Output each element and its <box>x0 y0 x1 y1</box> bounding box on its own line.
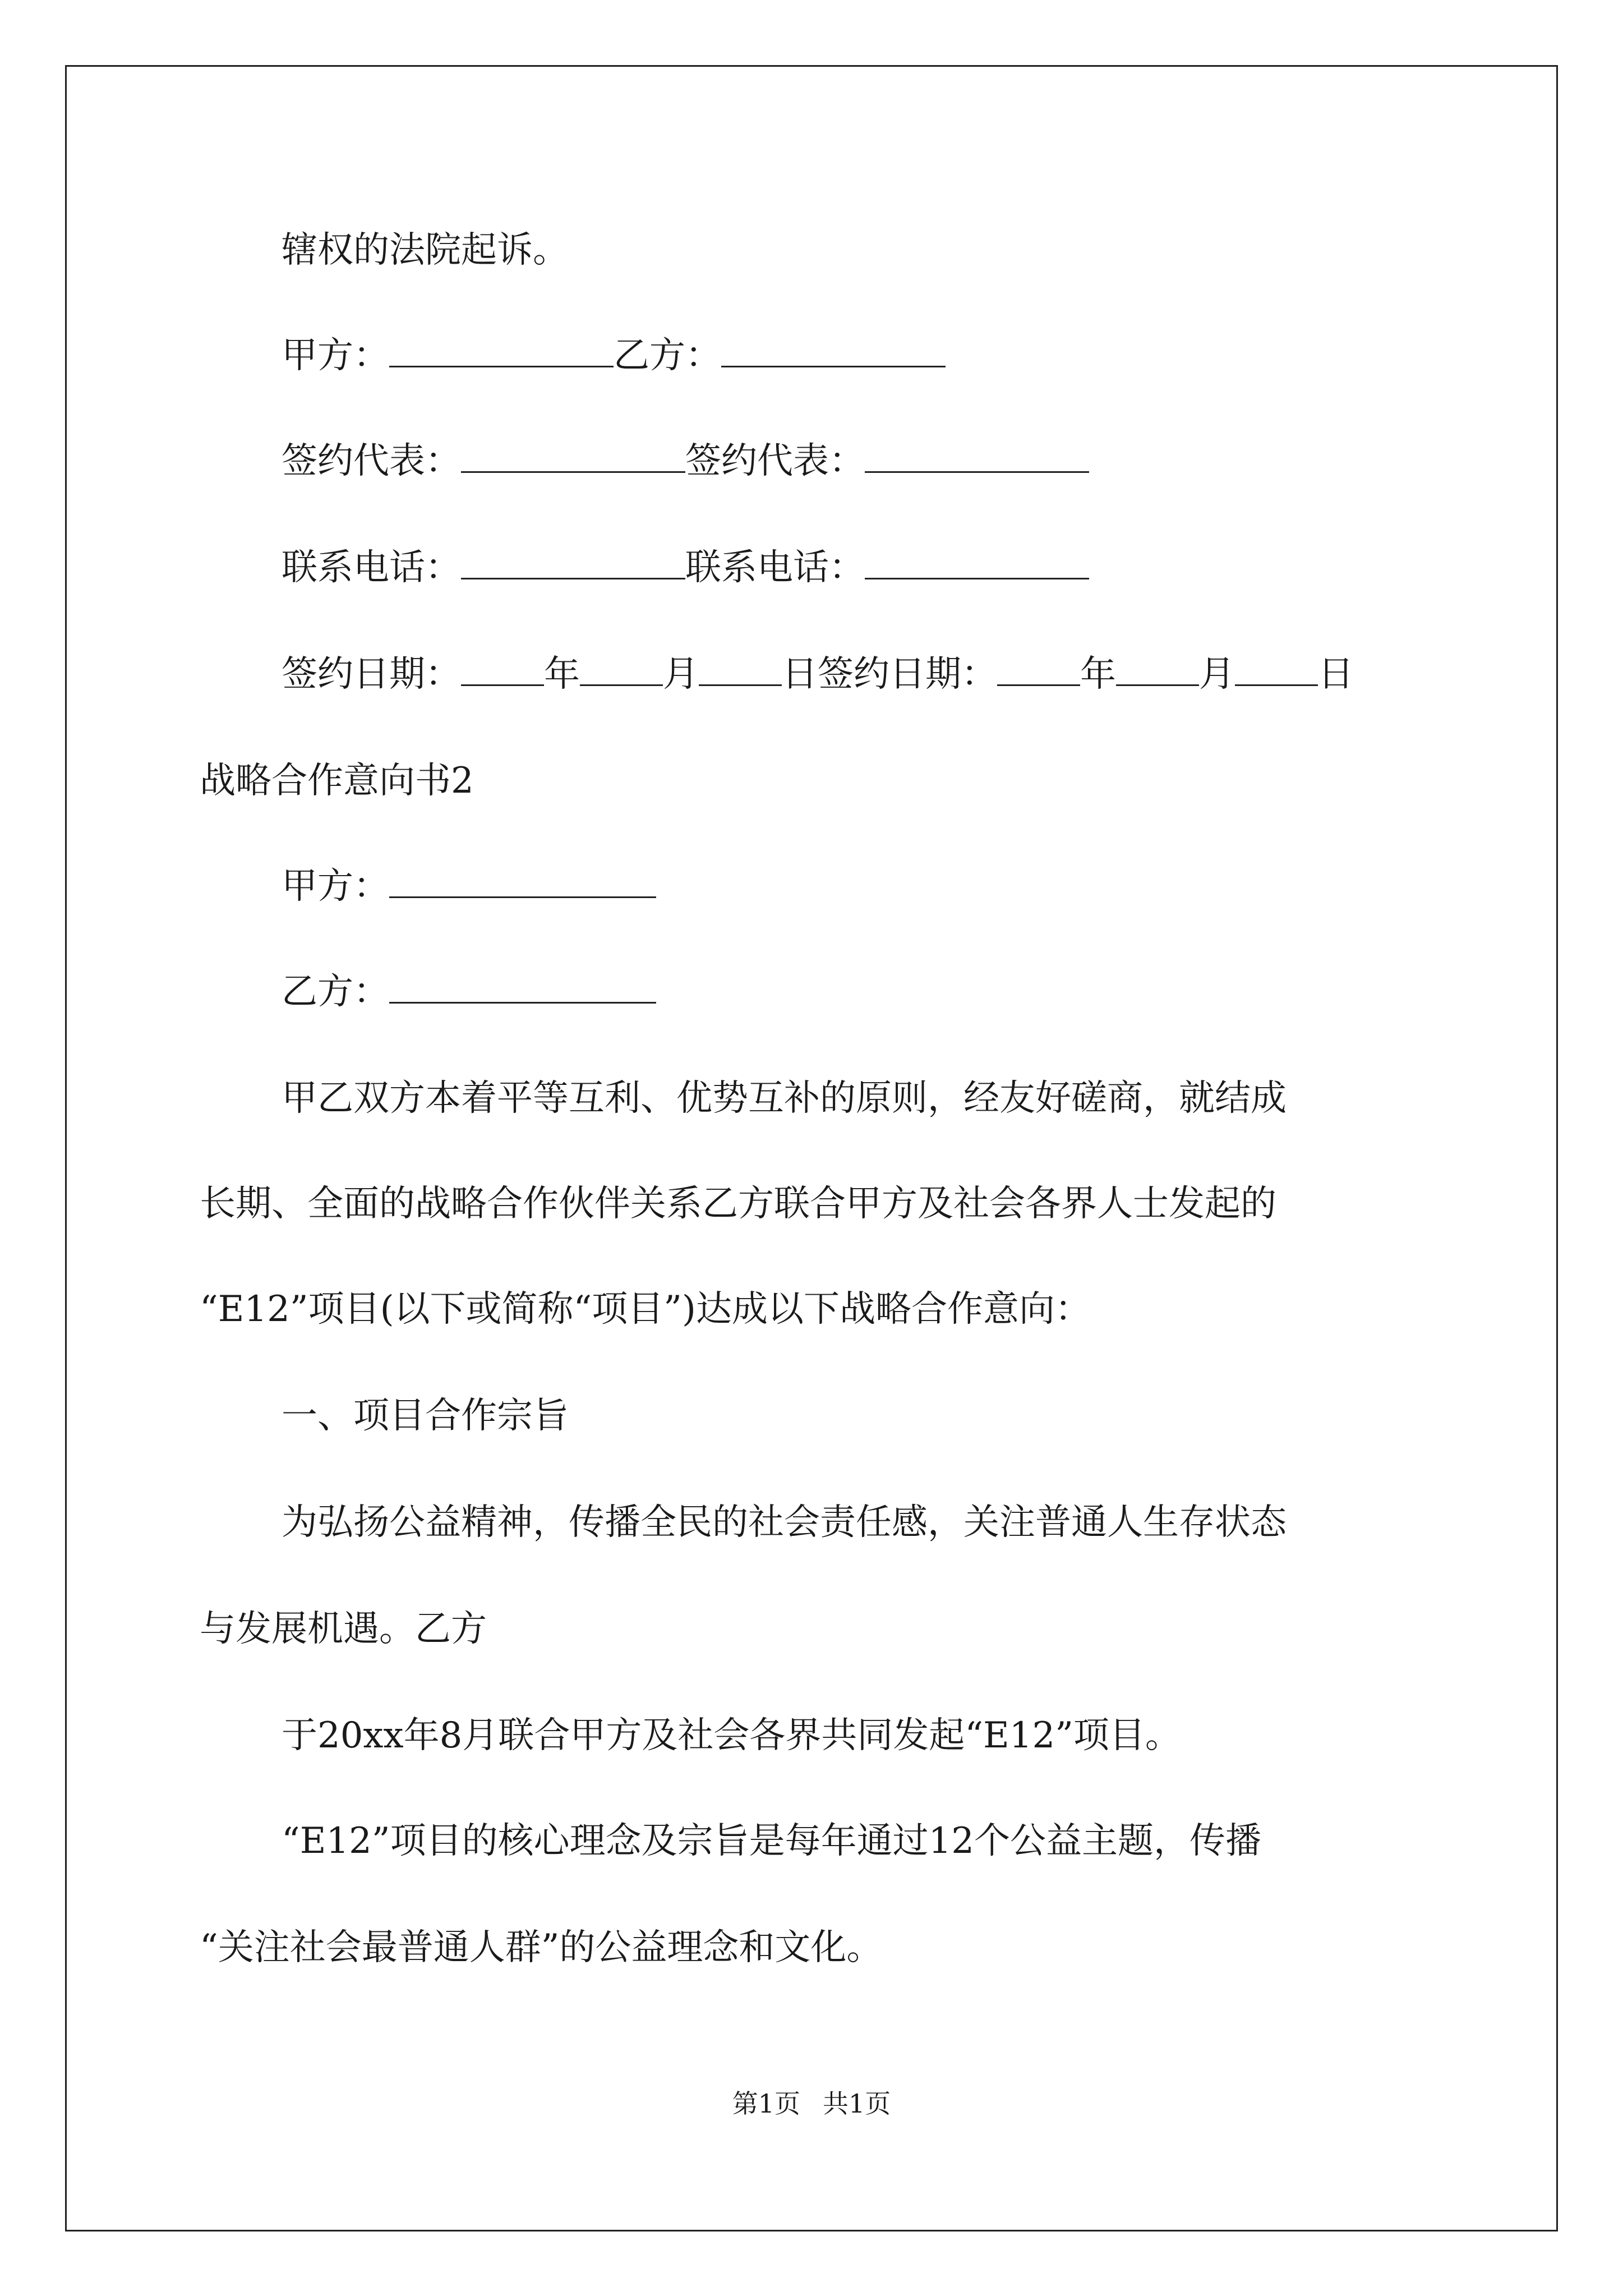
paragraph-line: 为弘扬公益精神，传播全民的社会责任感，关注普通人生存状态 <box>282 1502 1287 1543</box>
year-b-blank[interactable] <box>997 653 1080 686</box>
paragraph-line: 辖权的法院起诉。 <box>282 229 569 271</box>
signature-date-line <box>282 652 1354 697</box>
paragraph-line: “关注社会最普通人群”的公益理念和文化。 <box>200 1927 883 1968</box>
page-number: 第1页 <box>732 2088 800 2119</box>
section-title: 战略合作意向书2 <box>200 760 474 802</box>
rep-a-label: 签约代表： <box>282 440 461 482</box>
rep-a-blank[interactable] <box>461 440 685 473</box>
year-label: 年 <box>544 654 580 695</box>
page-total: 共1页 <box>823 2088 891 2119</box>
paragraph-line: 甲乙双方本着平等互利、优势互补的原则，经友好磋商，就结成 <box>282 1078 1287 1119</box>
section-heading: 一、项目合作宗旨 <box>282 1395 569 1437</box>
paragraph-line: 于20xx年8月联合甲方及社会各界共同发起“E12”项目。 <box>282 1715 1181 1756</box>
paragraph-line: 与发展机遇。乙方 <box>200 1608 487 1650</box>
signature-rep-line <box>282 439 1089 484</box>
phone-a-blank[interactable] <box>461 546 685 579</box>
paragraph-line: “E12”项目(以下或简称“项目”)达成以下战略合作意向： <box>200 1289 1091 1330</box>
rep-b-label: 签约代表： <box>685 440 865 482</box>
paragraph-line: 长期、全面的战略合作伙伴关系乙方联合甲方及社会各界人士发起的 <box>200 1183 1276 1225</box>
year-a-blank[interactable] <box>461 653 544 686</box>
party-a-label: 甲方： <box>282 335 389 376</box>
paragraph-line: “E12”项目的核心理念及宗旨是每年通过12个公益主题，传播 <box>282 1820 1262 1862</box>
party-b-blank[interactable] <box>721 334 946 367</box>
page-footer <box>0 2087 1623 2120</box>
month-a-blank[interactable] <box>580 653 663 686</box>
party-a-name-blank[interactable] <box>389 865 656 898</box>
party-b-label: 乙方： <box>282 971 389 1013</box>
page-border <box>65 65 1558 2231</box>
rep-b-blank[interactable] <box>865 440 1089 473</box>
party-a-line <box>282 864 656 909</box>
day-label: 日 <box>1318 654 1354 695</box>
month-b-blank[interactable] <box>1116 653 1199 686</box>
year-label: 年 <box>1080 654 1116 695</box>
phone-b-label: 联系电话： <box>685 547 865 588</box>
party-b-label: 乙方： <box>614 335 721 376</box>
phone-b-blank[interactable] <box>865 546 1089 579</box>
party-a-label: 甲方： <box>282 866 389 907</box>
signature-parties-line <box>282 333 946 378</box>
day-label: 日 <box>782 654 818 695</box>
party-a-blank[interactable] <box>389 334 614 367</box>
day-b-blank[interactable] <box>1235 653 1318 686</box>
date-a-label: 签约日期： <box>282 654 461 695</box>
party-b-name-blank[interactable] <box>389 970 656 1004</box>
phone-a-label: 联系电话： <box>282 547 461 588</box>
date-b-label: 签约日期： <box>818 654 997 695</box>
party-b-line <box>282 969 656 1014</box>
month-label: 月 <box>1199 654 1235 695</box>
day-a-blank[interactable] <box>699 653 782 686</box>
month-label: 月 <box>663 654 699 695</box>
signature-phone-line <box>282 545 1089 590</box>
